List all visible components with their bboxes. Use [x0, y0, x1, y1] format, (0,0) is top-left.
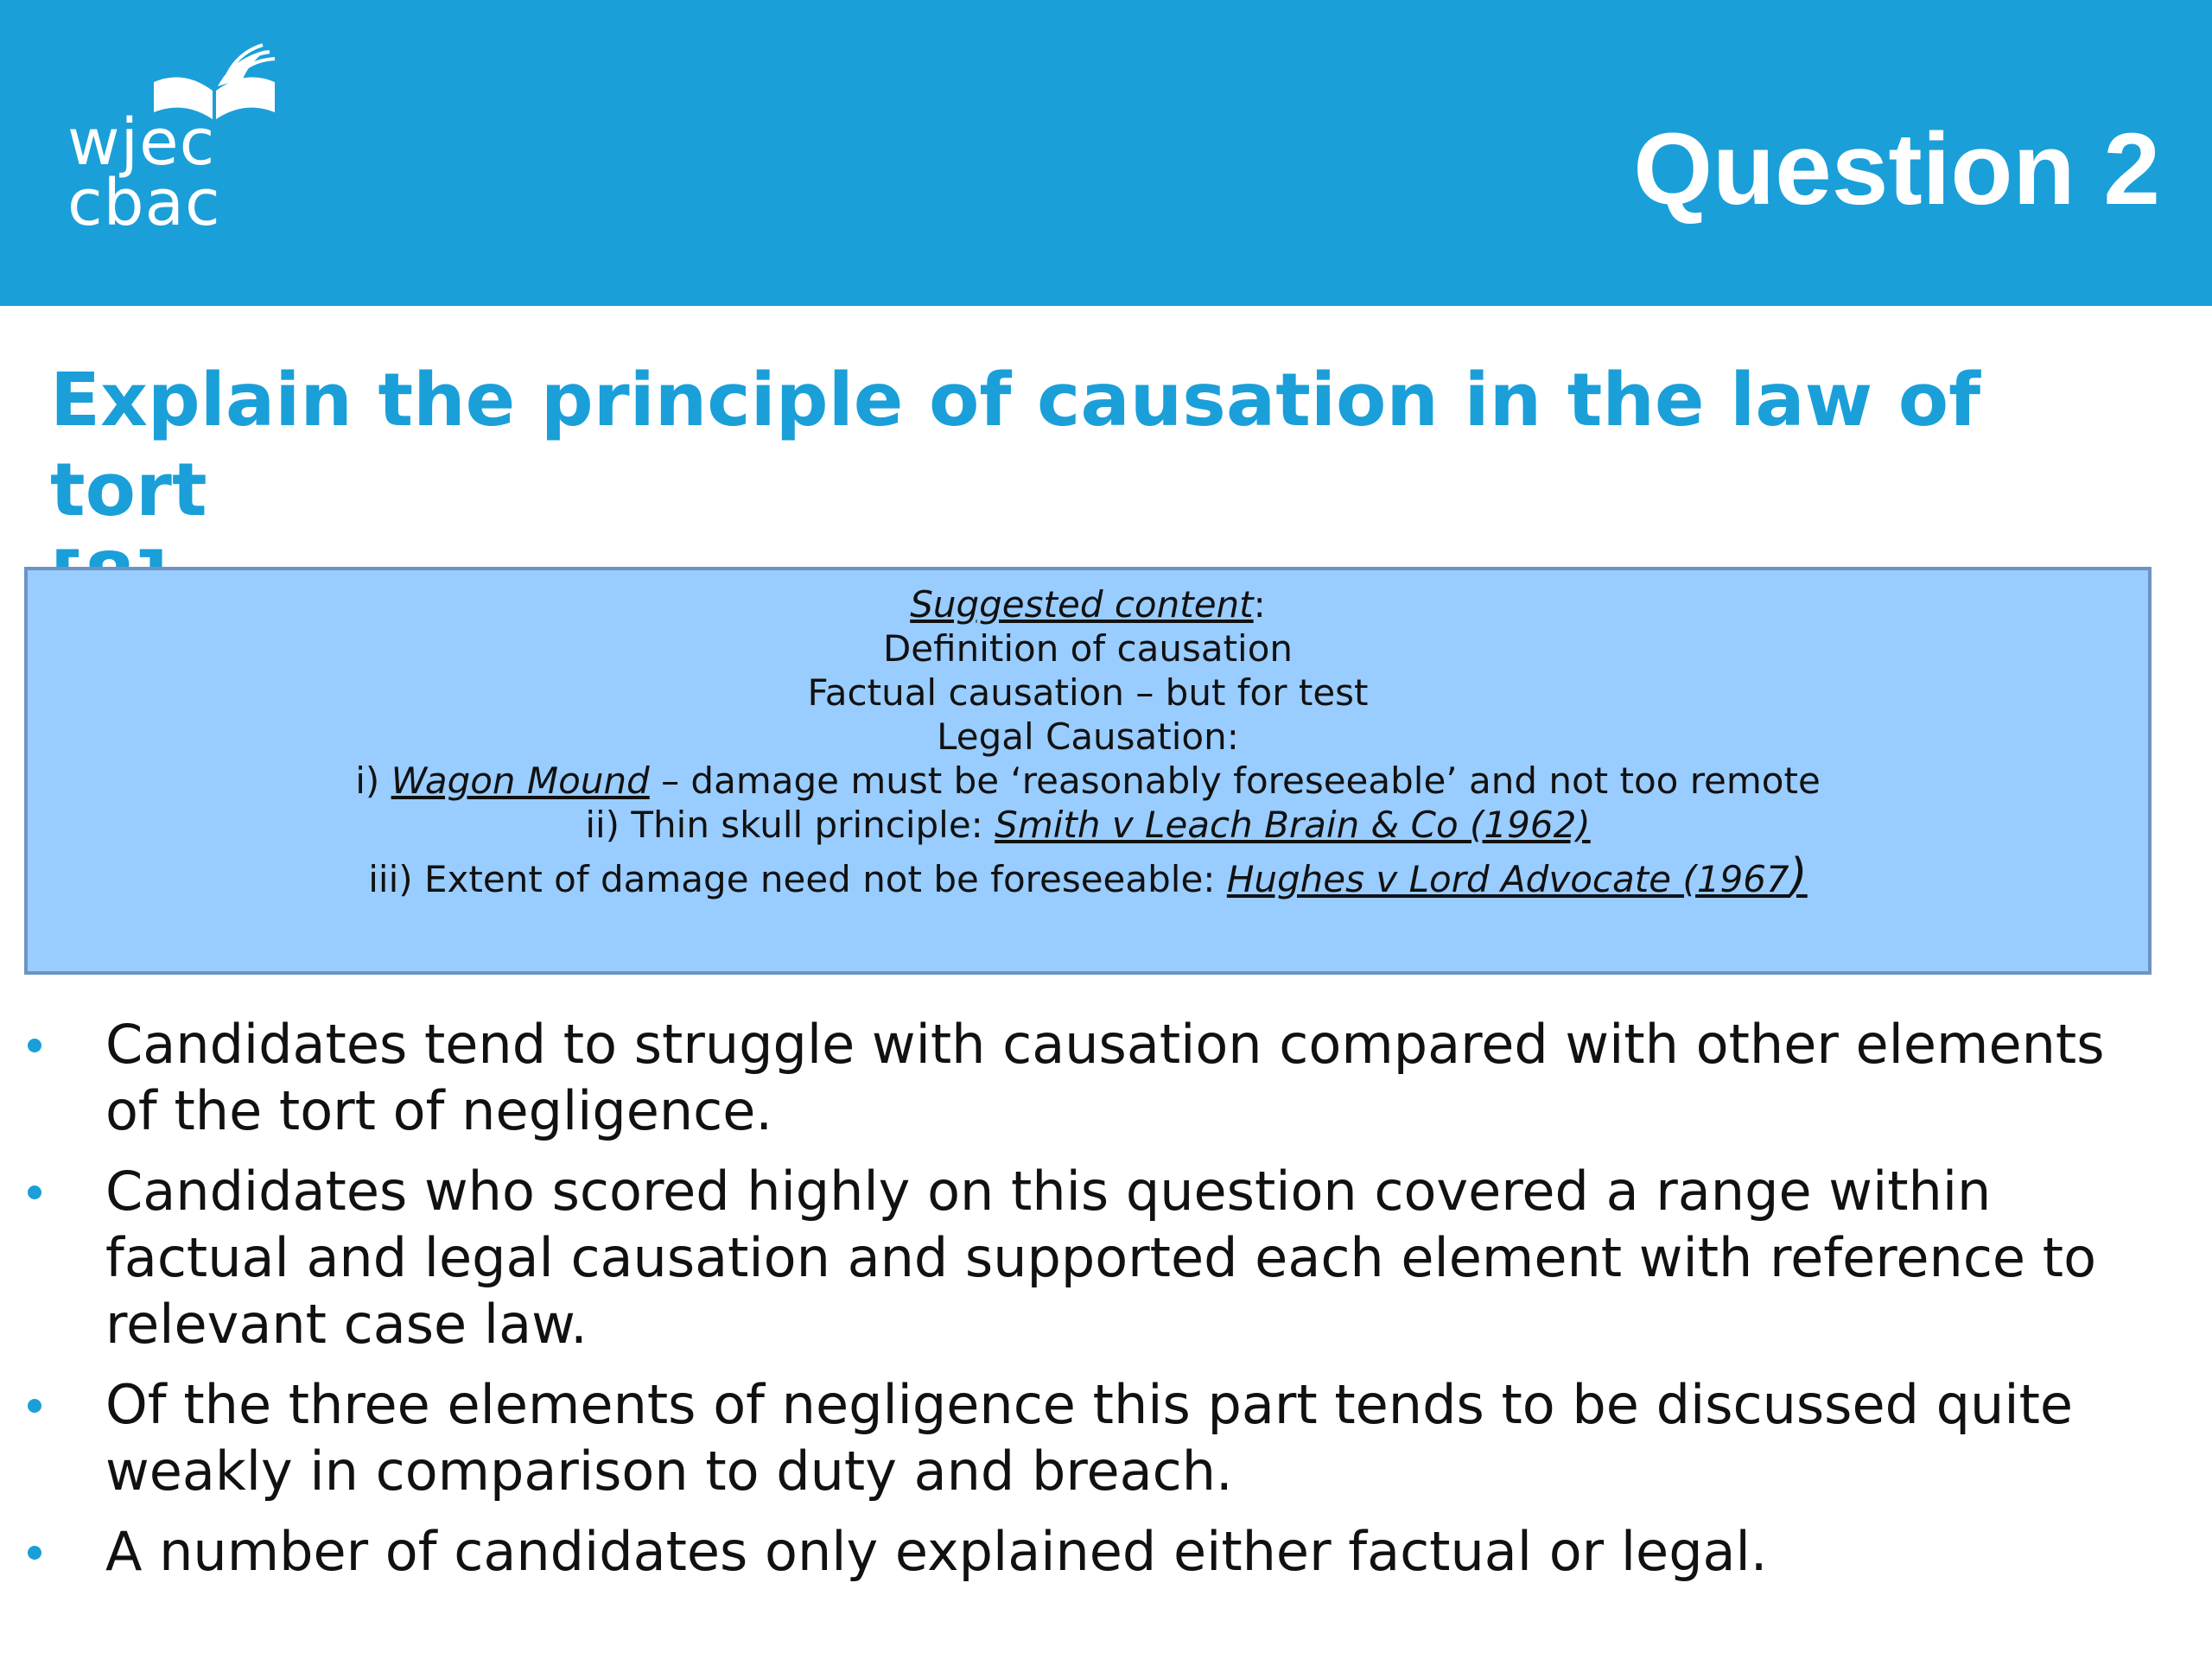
examiner-comments-list — [0, 1011, 2212, 1599]
bullet-dot-icon — [28, 1399, 41, 1413]
bullet-text: Of the three elements of negligence this part tends to be discussed quite weakly in comparison to duty and breach. — [105, 1373, 2074, 1503]
list-item — [0, 1518, 2127, 1585]
logo-line-wjec: wjec — [67, 105, 216, 180]
header-bar — [0, 0, 2212, 306]
bullet-text: Candidates who scored highly on this question covered a range within factual and legal causation and supported each element with reference to relevant case law. — [105, 1160, 2097, 1356]
bullet-text: A number of candidates only explained either factual or legal. — [105, 1520, 1768, 1583]
content-line-legal: Legal Causation: — [937, 715, 1239, 758]
suggested-content-box — [24, 567, 2152, 975]
item2-prefix: ii) Thin skull principle: — [585, 804, 995, 846]
item1-prefix: i) — [355, 760, 391, 802]
suggested-content-heading — [28, 582, 2148, 626]
content-item-wagon-mound — [28, 759, 2148, 803]
slide-title: Question 2 — [1633, 112, 2160, 226]
item1-text: – damage must be ‘reasonably foreseeable’ and not too remote — [649, 760, 1821, 802]
item3-prefix: iii) Extent of damage need not be foreseeable: — [368, 858, 1227, 900]
suggested-content-label: Suggested content — [910, 583, 1254, 626]
case-wagon-mound: Wagon Mound — [391, 760, 650, 802]
bullet-text: Candidates tend to struggle with causation compared with other elements of the tort of negligence. — [105, 1013, 2105, 1142]
question-text: Explain the principle of causation in the law of tort — [50, 358, 1981, 533]
list-item — [0, 1371, 2127, 1504]
case-hughes-text: Hughes v Lord Advocate (1967 — [1226, 858, 1789, 900]
wjec-cbac-logo — [67, 43, 283, 259]
bullet-dot-icon — [28, 1039, 41, 1052]
list-item — [0, 1011, 2127, 1144]
content-line-definition: Definition of causation — [882, 627, 1294, 670]
heading-colon: : — [1253, 583, 1266, 626]
case-hughes-close-paren: ) — [1789, 849, 1808, 903]
logo-text — [67, 105, 221, 240]
bullet-dot-icon — [28, 1185, 41, 1199]
content-line-factual: Factual causation – but for test — [807, 671, 1369, 714]
content-item-extent-of-damage — [28, 849, 2148, 903]
logo-line-cbac: cbac — [67, 166, 221, 240]
bullet-dot-icon — [28, 1546, 41, 1560]
list-item — [0, 1158, 2127, 1357]
case-smith-v-leach: Smith v Leach Brain & Co (1962) — [995, 804, 1591, 846]
content-item-thin-skull — [28, 803, 2148, 847]
case-hughes-v-lord-advocate — [1226, 849, 1808, 903]
